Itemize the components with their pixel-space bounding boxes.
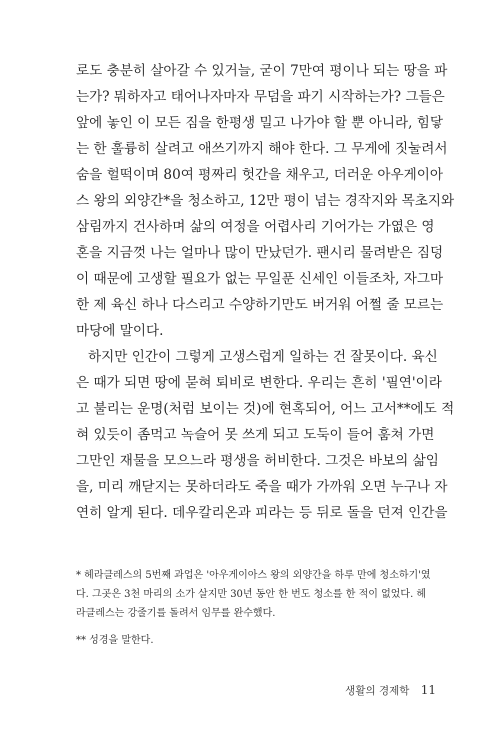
body-line: 고 불리는 운명(처럼 보이는 것)에 현혹되어, 어느 고서**에도 적 [76,401,455,417]
body-line: 는 한 훌륭히 살려고 애쓰기까지 해야 한다. 그 무게에 짓눌려서 [76,141,448,157]
body-line: 마당에 말이다. [76,323,164,339]
body-line-paragraph-start: 하지만 인간이 그렇게 고생스럽게 일하는 건 잘못이다. 육신 [88,349,438,365]
body-line: 혼을 지금껏 나는 얼마나 많이 만났던가. 팬시리 물려받은 짐덩 [76,245,444,261]
body-line: 삼림까지 건사하며 삶의 여정을 어렵사리 기어가는 가엾은 영 [76,219,435,235]
body-line: 은 때가 되면 땅에 묻혀 퇴비로 변한다. 우리는 흔히 '필연'이라 [76,375,442,391]
body-line: 로도 충분히 살아갈 수 있거늘, 굳이 7만여 평이나 되는 땅을 파 [76,63,448,79]
body-line: 앞에 놓인 이 모든 짐을 한평생 밀고 나가야 할 뿐 아니라, 힘닿 [76,115,444,131]
footnote-spacer [76,623,436,631]
body-line: 혀 있듯이 좀먹고 녹슬어 못 쓰게 되고 도둑이 들어 훔쳐 가면 [76,427,435,443]
body-line: 이 때문에 고생할 필요가 없는 무일푼 신세인 이들조차, 자그마 [76,271,444,287]
footnote-line: * 헤라클레스의 5번째 과업은 '아우게이아스 왕의 외양간을 하루 만에 청소하기'였 [76,570,431,581]
footnotes [76,566,436,650]
body-line: 을, 미리 깨닫지는 못하더라도 죽을 때가 가까워 오면 누구나 자 [76,479,448,495]
footnote-line: 라클레스는 강줄기를 돌려서 임무를 완수했다. [76,608,276,619]
footnote-line: ** 성경을 말한다. [76,635,154,646]
page-footer [345,683,436,698]
body-line: 한 제 육신 하나 다스리고 수양하기만도 버거워 어쩔 줄 모르는 [76,297,444,313]
body-line: 스 왕의 외양간*을 청소하고, 12만 평이 넘는 경작지와 목초지와 [76,193,455,209]
body-line: 그만인 재물을 모으느라 평생을 허비한다. 그것은 바보의 삶임 [76,453,439,469]
body-line: 는가? 뭐하자고 태어나자마자 무덤을 파기 시작하는가? 그들은 [76,89,445,105]
page-number: 11 [420,683,436,697]
body-line: 숨을 헐떡이며 80여 평짜리 헛간을 채우고, 더러운 아우게이아 [76,167,444,183]
footnote-line: 다. 그곳은 3천 마리의 소가 살지만 30년 동안 한 번도 청소를 한 적이 없었다. 헤 [76,589,427,600]
body-text [76,58,455,526]
running-title: 생활의 경제학 [345,685,410,697]
body-line: 연히 알게 된다. 데우칼리온과 피라는 등 뒤로 돌을 던져 인간을 [76,505,448,521]
